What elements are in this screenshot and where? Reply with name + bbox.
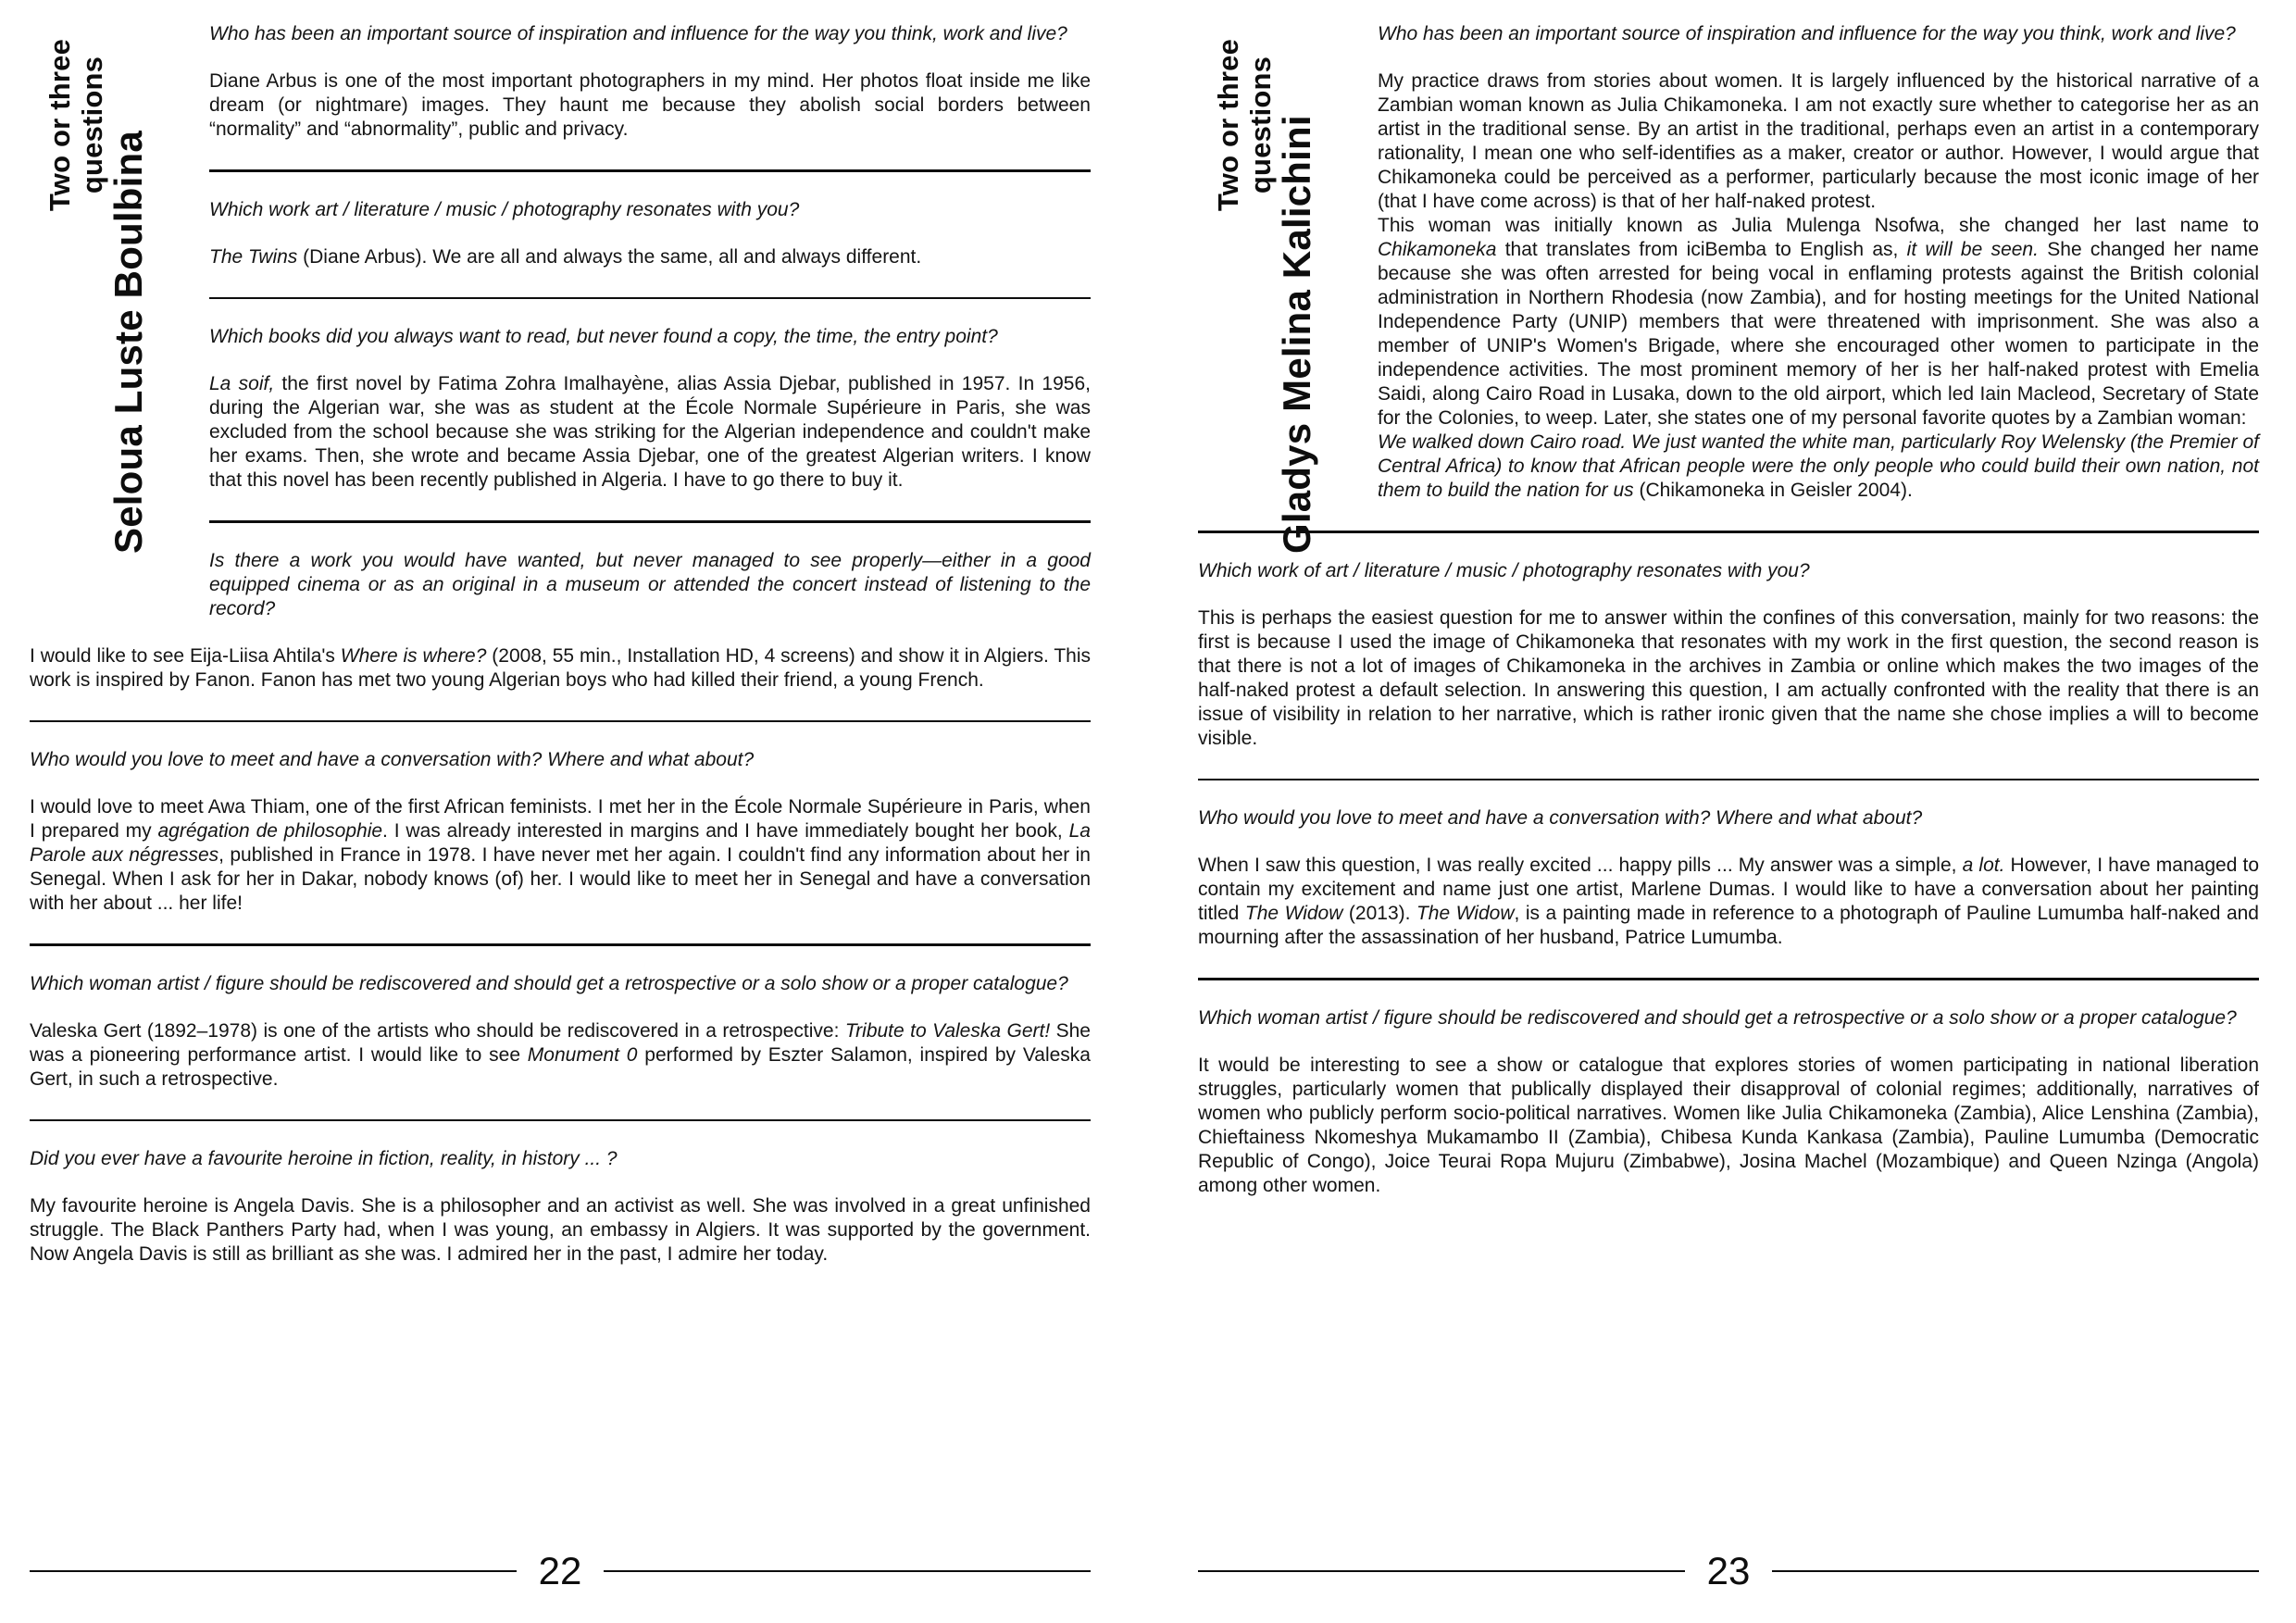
text-run: Who would you love to meet and have a conversation with? Where and what about? [30, 749, 755, 770]
page-number: 22 [538, 1549, 582, 1592]
interview-question [1378, 22, 2259, 46]
interview-question [1198, 806, 2259, 830]
footer-rule-right [1772, 1570, 2259, 1573]
text-run: Who would you love to meet and have a conversation with? Where and what about? [1198, 807, 1923, 829]
text-run: performed by Eszter Salamon, inspired by Valeska Gert, in such a retrospective. [30, 1043, 1091, 1090]
interview-question [209, 22, 1091, 46]
text-run: (2013). [1342, 903, 1416, 924]
section-divider-rule [1198, 531, 2259, 533]
interview-answer [209, 372, 1091, 493]
interview-answer [1198, 854, 2259, 950]
italic-text-run: Monument 0 [527, 1043, 638, 1066]
section-divider-rule [209, 520, 1091, 523]
series-title-line1: Two or three [44, 38, 76, 212]
text-run: Which work art / literature / music / photography resonates with you? [209, 198, 800, 220]
italic-text-run: The Widow [1416, 903, 1515, 924]
text-run: Who has been an important source of inspiration and influence for the way you think, work and live? [1378, 23, 2236, 44]
section-divider-rule [209, 297, 1091, 300]
narrow-text-column [1378, 0, 2259, 503]
text-run: Is there a work you would have wanted, but never managed to see properly—either in a good equipped cinema or as an original in a museum or attended the concert instead of listening to the record? [209, 549, 1091, 619]
italic-text-run: it will be seen. [1906, 239, 2039, 260]
italic-text-run: a lot. [1962, 855, 2005, 876]
text-run: Which woman artist / figure should be rediscovered and should get a retrospective or a solo show or a proper catalogue? [30, 972, 1068, 994]
series-title [1213, 22, 1277, 228]
text-run: that translates from iciBemba to English as, [1496, 239, 1907, 260]
text-run: I would like to see Eija-Liisa Ahtila's [30, 644, 341, 667]
section-divider-rule [1198, 978, 2259, 980]
interview-question [209, 325, 1091, 349]
italic-text-run: agrégation de philosophie [157, 820, 383, 842]
text-run: Did you ever have a favourite heroine in fiction, reality, in history ... ? [30, 1148, 618, 1169]
interview-answer [30, 644, 1091, 693]
text-run: When I saw this question, I was really excited ... happy pills ... My answer was a simple, [1198, 855, 1963, 876]
italic-text-run: Where is where? [340, 644, 487, 667]
text-run: However, I have managed to contain my excitement and name just one artist, Marlene Dumas. I would like to have a conversation about her painting titled [1198, 855, 2260, 924]
interview-answer [1198, 1054, 2259, 1198]
interview-answer [1198, 606, 2259, 751]
footer-rule-left [30, 1570, 517, 1573]
series-title [44, 22, 108, 228]
page-footer [1198, 1549, 2259, 1592]
page-number: 23 [1706, 1549, 1751, 1592]
text-run: This woman was initially known as Julia Mulenga Nsofwa, she changed her last name to [1378, 215, 2259, 236]
interview-question [30, 1147, 1091, 1171]
text-run: It would be interesting to see a show or catalogue that explores stories of women participating in national liberation struggles, particularly women that publically displayed their disapproval of colonial regimes; additionally, narratives of women who publicly perform socio-political narratives. Women like Julia Chikamoneka (Zambia), Alice Lenshina (Zambia), Chieftainess Nkomeshya Mukamambo II (Zambia), Chibesa Kunda Kankasa (Zambia), Pauline Lumumba (Democratic Republic of Congo), Joice Teurai Ropa Mujuru (Zimbabwe), Josina Machel (Mozambique) and Queen Nzinga (Angola) among other women. [1198, 1054, 2259, 1196]
text-run: . I was already interested in margins and I have immediately bought her book, [382, 820, 1069, 842]
italic-text-run: Tribute to Valeska Gert! [844, 1019, 1051, 1042]
italic-text-run: We walked down Cairo road. We just wanted the white man, particularly Roy Welensky (the Premier of Central Africa) to know that African people were the only people who could build their own nation, not them to build the nation for us [1378, 431, 2259, 501]
section-divider-rule [30, 943, 1091, 946]
section-divider-rule [30, 1119, 1091, 1122]
interview-question [1198, 559, 2259, 583]
series-title-line2: questions [1243, 56, 1277, 194]
footer-rule-left [1198, 1570, 1685, 1573]
italic-text-run: The Widow [1244, 903, 1343, 924]
text-run: I would love to meet Awa Thiam, one of the first African feminists. I met her in the École Normale Supérieure in Paris, when I prepared my [30, 796, 1091, 842]
series-title-line2: questions [75, 56, 108, 194]
text-run: She was a pioneering performance artist. I would like to see [30, 1019, 1091, 1066]
text-run: She changed her name because she was often arrested for being vocal in enflaming protests against the British colonial administration in Northern Rhodesia (now Zambia), and for hosting meetings for the United National Independence Party (UNIP) members that were threatened with imprisonment. She was also a member of UNIP's Women's Brigade, where she encouraged other women to participate in the independence activities. The most prominent memory of her is her half-naked protest with Emelia Saidi, along Cairo Road in Lusaka, down to the old airport, which led Iain Macleod, Secretary of State for the Colonies, to weep. Later, she states one of my personal favorite quotes by a Zambian woman: [1378, 239, 2259, 429]
text-run: My favourite heroine is Angela Davis. She is a philosopher and an activist as well. She was involved in a great unfinished struggle. The Black Panthers Party had, when I was young, an embassy in Algiers. It was supported by the government. Now Angela Davis is still as brilliant as she was. I admired her in the past, I admire her today. [30, 1195, 1091, 1265]
italic-text-run: La soif, [209, 373, 275, 394]
section-divider-rule [30, 720, 1091, 723]
narrow-text-column [209, 0, 1091, 621]
italic-text-run: Chikamoneka [1378, 239, 1497, 260]
series-title-line1: Two or three [1212, 38, 1244, 212]
text-run: Which work of art / literature / music / photography resonates with you? [1198, 559, 1810, 581]
interview-question [30, 972, 1091, 996]
text-run: (2008, 55 min., Installation HD, 4 screens) and show it in Algiers. This work is inspired by Fanon. Fanon has met two young Algerian boys who had killed their friend, a young French. [30, 644, 1091, 691]
page-23 [1198, 0, 2259, 1623]
interview-answer [30, 1194, 1091, 1267]
interview-question [30, 748, 1091, 772]
text-run: This is perhaps the easiest question for me to answer within the confines of this conversation, mainly for two reasons: the first is because I used the image of Chikamoneka that resonates with my work in the first question, the second reason is that there is not a lot of images of Chikamoneka in the archives in Zambia or online which makes the two images of the half-naked protest a default selection. In answering this question, I am actually confronted with the reality that there is an issue of visibility in relation to her narrative, which is rather ironic given that the name she chose implies a will to become visible. [1198, 606, 2259, 749]
italic-text-run: La Parole aux négresses [30, 820, 1091, 866]
text-run: Which books did you always want to read, but never found a copy, the time, the entry point? [209, 326, 998, 347]
page-22 [30, 0, 1091, 1623]
text-run: Valeska Gert (1892–1978) is one of the artists who should be rediscovered in a retrospective: [30, 1019, 845, 1042]
full-text-column [30, 644, 1091, 1267]
text-run: (Diane Arbus). We are all and always the same, all and always different. [297, 245, 922, 268]
text-run: (Chikamoneka in Geisler 2004). [1633, 480, 1913, 501]
interview-answer [1378, 69, 2259, 503]
text-run: Which woman artist / figure should be rediscovered and should get a retrospective or a solo show or a proper catalogue? [1198, 1006, 2237, 1029]
interviewee-name: Gladys Melina Kalichini [1275, 115, 1318, 554]
text-run: Diane Arbus is one of the most important photographers in my mind. Her photos float inside me like dream (or nightmare) images. They haunt me because they abolish social borders between “normality” and “abnormality”, public and privacy. [209, 70, 1091, 140]
interview-question [209, 549, 1091, 621]
text-run: , published in France in 1978. I have never met her again. I couldn't find any information about her in Senegal. When I ask for her in Dakar, nobody knows (of) her. I would like to meet her in Senegal and have a conversation with her about ... her life! [30, 844, 1091, 914]
interview-question [209, 198, 1091, 222]
section-divider-rule [209, 169, 1091, 172]
text-run: Who has been an important source of inspiration and influence for the way you think, work and live? [209, 23, 1067, 44]
section-divider-rule [1198, 779, 2259, 781]
italic-text-run: The Twins [209, 245, 298, 268]
interview-answer [30, 1019, 1091, 1092]
text-run: the first novel by Fatima Zohra Imalhayène, alias Assia Djebar, published in 1957. In 1956, during the Algerian war, she was as student at the École Normale Supérieure in Paris, she was excluded from the school because she was striking for the Algerian independence and couldn't make her exams. Then, she wrote and became Assia Djebar, one of the greatest Algerian writers. I know that this novel has been recently published in Algeria. I have to go there to buy it. [209, 373, 1091, 491]
footer-rule-right [604, 1570, 1091, 1573]
full-text-column [1198, 531, 2259, 1198]
interview-answer [209, 245, 1091, 269]
interview-answer [30, 795, 1091, 916]
interviewee-name: Seloua Luste Boulbina [106, 131, 150, 554]
interview-question [1198, 1006, 2259, 1030]
page-footer [30, 1549, 1091, 1592]
interview-answer [209, 69, 1091, 142]
text-run: My practice draws from stories about women. It is largely influenced by the historical narrative of a Zambian woman known as Julia Chikamoneka. I am not exactly sure whether to categorise her as an artist in the traditional sense. By an artist in the traditional, perhaps even an artist in a contemporary rationality, I mean one who self-identifies as a maker, creator or author. However, I would argue that Chikamoneka could be perceived as a performer, particularly because the most iconic image of her (that I have come across) is that of her half-naked protest. [1378, 70, 2259, 212]
text-run: , is a painting made in reference to a photograph of Pauline Lumumba half-naked and mourning after the assassination of her husband, Patrice Lumumba. [1198, 903, 2259, 948]
